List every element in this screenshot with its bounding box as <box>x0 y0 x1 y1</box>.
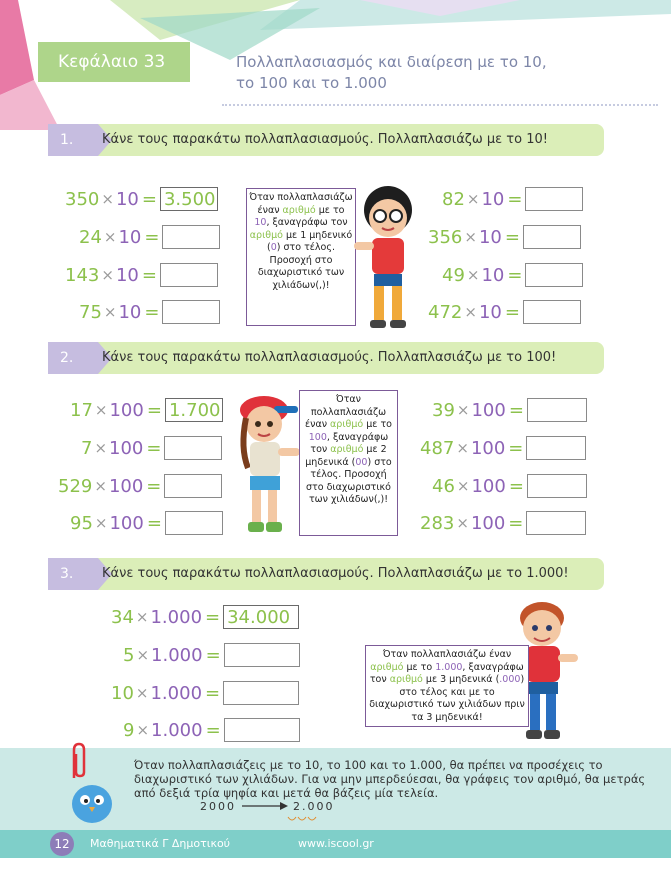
multiplier: 10 <box>478 226 502 248</box>
example-before: 2000 <box>200 800 236 813</box>
equals-sign: = <box>144 226 160 248</box>
times-sign: × <box>466 190 480 208</box>
multiplicand: 143 <box>65 264 100 286</box>
note-text: με 2 μηδενικά ( <box>305 444 387 468</box>
section-2-bar <box>48 342 604 374</box>
equals-sign: = <box>507 264 523 286</box>
times-sign: × <box>94 477 107 495</box>
equals-sign: = <box>205 606 221 628</box>
times-sign: × <box>464 303 477 321</box>
times-sign: × <box>94 401 108 419</box>
times-sign: × <box>103 303 117 321</box>
note-text: , ξαναγράφω τον <box>266 217 348 228</box>
times-sign: × <box>94 439 108 457</box>
answer-box[interactable] <box>526 436 586 460</box>
equation-row <box>111 680 299 706</box>
note-highlight: αριθμό <box>330 419 364 430</box>
multiplicand: 46 <box>432 475 455 497</box>
section-3-instruction: Κάνε τους παρακάτω πολλαπλασιασμούς. Πολλαπλασιάζω με το 1.000! <box>102 566 569 581</box>
section-3-number: 3. <box>48 558 98 590</box>
times-sign: × <box>103 228 117 246</box>
note-highlight: αριθμό <box>370 661 404 673</box>
answer-box[interactable] <box>525 187 583 211</box>
equation-row <box>79 224 220 250</box>
answer-box[interactable] <box>164 436 222 460</box>
multiplier: 10 <box>115 188 139 210</box>
answer-box[interactable]: 1.700 <box>165 398 223 422</box>
footer-url-link[interactable]: www.iscool.gr <box>298 837 374 850</box>
answer-box[interactable] <box>164 474 222 498</box>
equals-sign: = <box>205 719 221 741</box>
multiplier: 100 <box>109 399 144 421</box>
equals-sign: = <box>508 475 524 497</box>
section-1-bar <box>48 124 604 156</box>
equation-row <box>123 717 300 743</box>
multiplicand: 472 <box>428 301 463 323</box>
times-sign: × <box>101 190 114 208</box>
note-text: με το <box>315 204 345 216</box>
note-highlight: αριθμό <box>249 229 283 241</box>
answer-box[interactable] <box>527 474 587 498</box>
multiplicand: 34 <box>111 606 134 628</box>
equals-sign: = <box>146 437 162 459</box>
digit-count-arcs-icon <box>286 815 326 823</box>
equation-row <box>111 604 299 630</box>
equation-row <box>65 186 218 212</box>
multiplicand: 95 <box>70 512 93 534</box>
note-text: , ξαναγράφω τον <box>310 431 389 455</box>
answer-box[interactable] <box>162 300 220 324</box>
equals-sign: = <box>504 301 520 323</box>
equals-sign: = <box>508 512 524 534</box>
multiplier: 1.000 <box>151 719 203 741</box>
equation-row <box>420 435 586 461</box>
multiplicand: 10 <box>111 682 134 704</box>
note-highlight: 0 <box>270 242 277 253</box>
times-sign: × <box>136 721 150 739</box>
times-sign: × <box>464 228 477 246</box>
times-sign: × <box>456 477 470 495</box>
equation-row <box>428 299 581 325</box>
answer-box[interactable] <box>224 718 300 742</box>
section-3-bar <box>48 558 604 590</box>
answer-box[interactable]: 3.500 <box>160 187 218 211</box>
section-3-rule-note <box>365 645 529 727</box>
multiplicand: 283 <box>420 512 455 534</box>
note-highlight: 1.000 <box>435 661 463 673</box>
multiplier: 1.000 <box>150 682 203 704</box>
girl-with-cap-illustration <box>234 388 302 538</box>
multiplier: 10 <box>481 264 505 286</box>
equals-sign: = <box>508 399 524 421</box>
boy-with-glasses-illustration <box>352 182 418 332</box>
equals-sign: = <box>507 188 523 210</box>
equals-sign: = <box>508 437 524 459</box>
multiplicand: 49 <box>442 264 465 286</box>
multiplier: 1.000 <box>150 606 203 628</box>
equation-row <box>123 642 300 668</box>
multiplier: 10 <box>115 264 139 286</box>
multiplicand: 487 <box>420 437 455 459</box>
multiplicand: 5 <box>123 644 135 666</box>
equation-row <box>70 510 223 536</box>
note-text: με 1 μηδενικό ( <box>267 229 353 253</box>
answer-box[interactable] <box>525 263 583 287</box>
answer-box[interactable] <box>523 225 581 249</box>
times-sign: × <box>135 684 149 702</box>
note-highlight: 00 <box>355 456 368 468</box>
equation-row <box>81 435 222 461</box>
times-sign: × <box>456 514 469 532</box>
section-1-instruction: Κάνε τους παρακάτω πολλαπλασιασμούς. Πολλαπλασιάζω με το 10! <box>102 132 548 147</box>
note-highlight: .000 <box>499 674 521 685</box>
answer-box[interactable] <box>160 263 218 287</box>
chapter-badge: Κεφάλαιο 33 <box>38 42 190 82</box>
equals-sign: = <box>141 264 157 286</box>
section-2-rule-note <box>299 390 398 536</box>
times-sign: × <box>94 514 108 532</box>
equation-row <box>428 224 581 250</box>
equals-sign: = <box>146 512 162 534</box>
note-text: Όταν πολλαπλασιάζω έναν <box>305 394 387 430</box>
multiplier: 100 <box>470 512 506 534</box>
multiplicand: 82 <box>442 188 465 210</box>
equation-row <box>442 262 583 288</box>
equals-sign: = <box>141 188 157 210</box>
multiplier: 100 <box>470 437 506 459</box>
note-highlight: αριθμό <box>330 444 364 455</box>
equals-sign: = <box>205 644 221 666</box>
example-after: 2.000 <box>293 800 335 813</box>
multiplicand: 7 <box>81 437 93 459</box>
section-2-instruction: Κάνε τους παρακάτω πολλαπλασιασμούς. Πολλαπλασιάζω με το 100! <box>102 350 557 365</box>
multiplicand: 17 <box>70 399 93 421</box>
times-sign: × <box>456 401 470 419</box>
answer-box[interactable] <box>224 643 300 667</box>
section-2-number: 2. <box>48 342 98 374</box>
times-sign: × <box>135 608 149 626</box>
note-text: , ξαναγράφω τον <box>369 661 524 685</box>
note-text: Όταν πολλαπλασιάζω έναν <box>382 649 512 660</box>
times-sign: × <box>101 266 114 284</box>
multiplier: 10 <box>478 301 502 323</box>
note-text: ) στο τέλος και με το διαχωριστικό των χιλιάδων πριν τα 3 μηδενικά! <box>369 674 525 723</box>
multiplier: 100 <box>109 437 144 459</box>
equation-row <box>70 397 223 423</box>
equation-row <box>432 473 587 499</box>
multiplier: 100 <box>109 512 144 534</box>
multiplier: 10 <box>118 226 142 248</box>
multiplier: 10 <box>481 188 505 210</box>
equation-row <box>442 186 583 212</box>
bird-mascot-icon <box>68 780 116 826</box>
multiplicand: 350 <box>65 188 100 210</box>
equation-row <box>58 473 222 499</box>
answer-box[interactable] <box>165 511 223 535</box>
equation-row <box>65 262 218 288</box>
times-sign: × <box>456 439 469 457</box>
note-text: ) στο τέλος. Προσοχή στο διαχωριστικό των χιλιάδων(,)! <box>306 456 392 505</box>
title-divider <box>222 104 658 106</box>
multiplier: 100 <box>108 475 144 497</box>
footer-subject: Μαθηματικά Γ Δημοτικού <box>90 837 231 850</box>
note-text: με το <box>363 419 392 430</box>
equals-sign: = <box>144 301 160 323</box>
equals-sign: = <box>504 226 520 248</box>
paperclip-icon <box>66 742 90 782</box>
multiplier: 100 <box>471 475 506 497</box>
multiplicand: 529 <box>58 475 93 497</box>
chapter-title <box>236 52 616 94</box>
equals-sign: = <box>205 682 221 704</box>
tip-text: Όταν πολλαπλασιάζεις με το 10, το 100 και το 1.000, θα πρέπει να προσέχεις το διαχωριστικό των χιλιάδων. Για να μην μπερδεύεσαι, θα γράφεις τον αριθμό, θα μετράς από δεξιά τρία ψηφία και μετά θα βάζεις μία τελεία. <box>134 758 646 800</box>
note-text: ) στο τέλος. Προσοχή στο διαχωριστικό των χιλιάδων(,)! <box>257 242 345 291</box>
answer-box[interactable] <box>223 681 299 705</box>
chapter-title-line-2: το 100 και το 1.000 <box>236 74 387 92</box>
multiplicand: 24 <box>79 226 102 248</box>
answer-box[interactable]: 34.000 <box>223 605 299 629</box>
section-1-rule-note <box>246 188 356 326</box>
note-highlight: 10 <box>254 217 267 228</box>
equals-sign: = <box>146 475 162 497</box>
note-highlight: 100 <box>308 431 327 443</box>
section-1-number: 1. <box>48 124 98 156</box>
times-sign: × <box>466 266 480 284</box>
chapter-title-line-1: Πολλαπλασιασμός και διαίρεση με το 10, <box>236 53 547 71</box>
multiplicand: 75 <box>79 301 102 323</box>
equals-sign: = <box>146 399 162 421</box>
tip-example <box>200 800 335 814</box>
multiplicand: 356 <box>428 226 463 248</box>
arrow-right-icon <box>242 801 288 814</box>
note-highlight: αριθμό <box>389 674 423 685</box>
note-text: Όταν πολλαπλασιάζω έναν <box>249 192 353 216</box>
answer-box[interactable] <box>162 225 220 249</box>
multiplier: 100 <box>471 399 506 421</box>
multiplier: 1.000 <box>151 644 203 666</box>
equation-row <box>420 510 586 536</box>
answer-box[interactable] <box>526 511 586 535</box>
note-text: με το <box>403 661 436 673</box>
times-sign: × <box>136 646 150 664</box>
multiplier: 10 <box>118 301 142 323</box>
multiplicand: 39 <box>432 399 455 421</box>
answer-box[interactable] <box>527 398 587 422</box>
answer-box[interactable] <box>523 300 581 324</box>
equation-row <box>79 299 220 325</box>
equation-row <box>432 397 587 423</box>
note-highlight: αριθμό <box>282 204 316 216</box>
note-text: με 3 μηδενικά ( <box>422 674 500 685</box>
multiplicand: 9 <box>123 719 135 741</box>
page-number: 12 <box>50 832 74 856</box>
